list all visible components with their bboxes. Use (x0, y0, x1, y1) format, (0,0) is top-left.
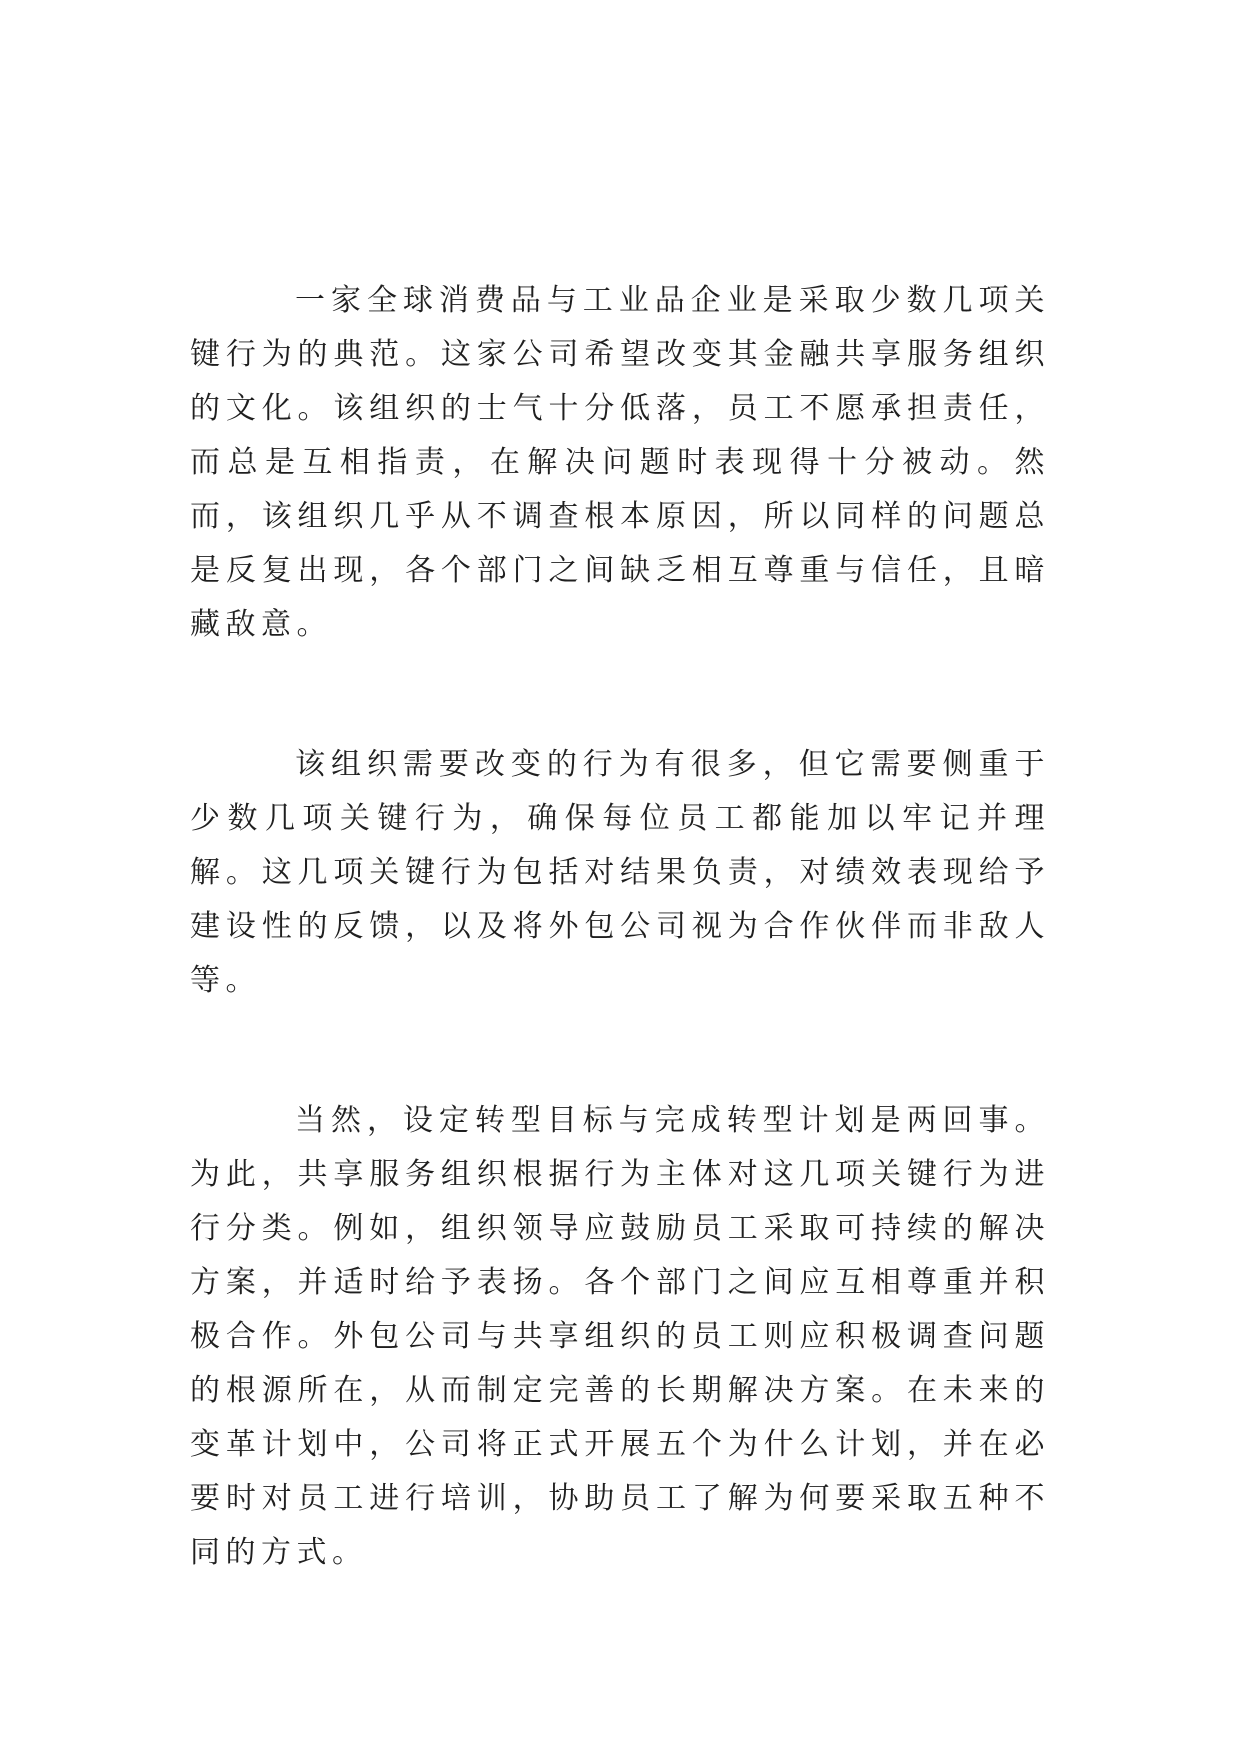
paragraph-1: 一家全球消费品与工业品企业是采取少数几项关键行为的典范。这家公司希望改变其金融共享服务组织的文化。该组织的士气十分低落，员工不愿承担责任，而总是互相指责，在解决问题时表现得十分被动。然而，该组织几乎从不调查根本原因，所以同样的问题总是反复出现，各个部门之间缺乏相互尊重与信任，且暗藏敌意。 (190, 283, 1050, 642)
paragraph-2: 该组织需要改变的行为有很多，但它需要侧重于少数几项关键行为，确保每位员工都能加以牢记并理解。这几项关键行为包括对结果负责，对绩效表现给予建设性的反馈，以及将外包公司视为合作伙伴而非敌人等。 (190, 747, 1050, 998)
paragraph-3: 当然，设定转型目标与完成转型计划是两回事。为此，共享服务组织根据行为主体对这几项关键行为进行分类。例如，组织领导应鼓励员工采取可持续的解决方案，并适时给予表扬。各个部门之间应互相尊重并积极合作。外包公司与共享组织的员工则应积极调查问题的根源所在，从而制定完善的长期解决方案。在未来的变革计划中，公司将正式开展五个为什么计划，并在必要时对员工进行培训，协助员工了解为何要采取五种不同的方式。 (190, 1103, 1050, 1570)
